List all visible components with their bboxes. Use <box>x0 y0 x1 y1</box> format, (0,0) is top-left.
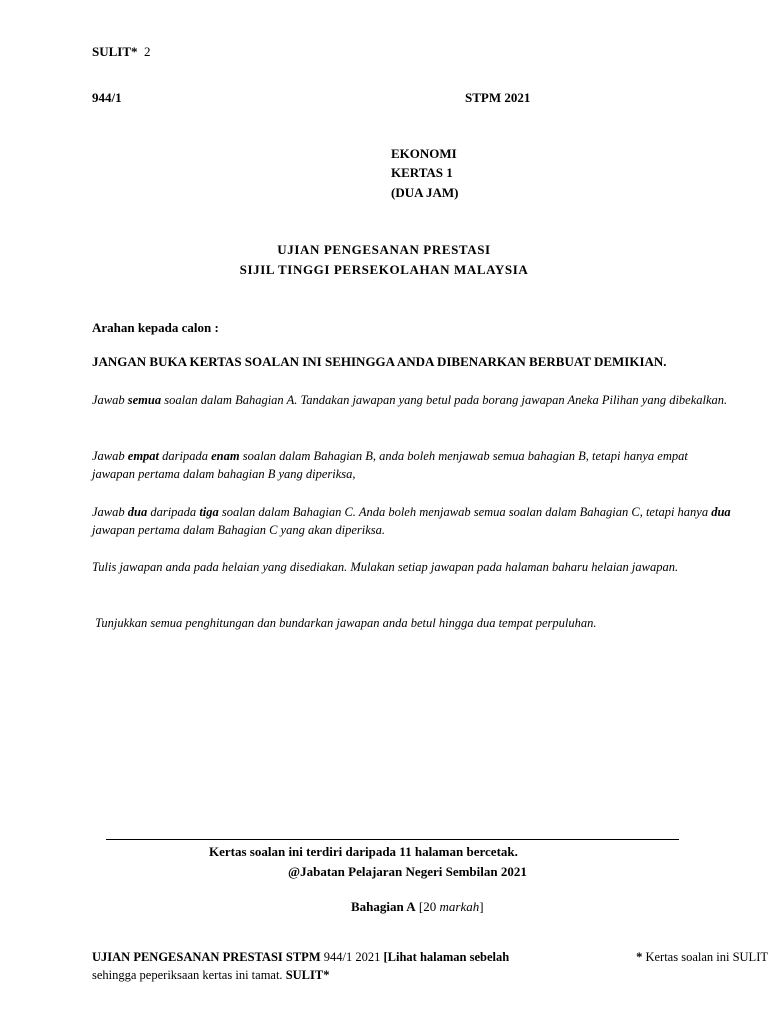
exam-title-line1: UJIAN PENGESANAN PRESTASI <box>277 242 491 257</box>
instruction-part-a <box>92 391 732 409</box>
text-run: soalan dalam Bahagian C. Anda boleh menjawab semua soalan dalam Bahagian C, tetapi hanya <box>218 505 712 519</box>
exam-name: STPM 2021 <box>465 90 531 105</box>
footer-line2 <box>92 966 768 984</box>
marks-word: markah <box>439 899 480 914</box>
instruction-answer-sheet: Tulis jawapan anda pada helaian yang disediakan. Mulakan setiap jawapan pada halaman baharu helaian jawapan. <box>92 560 679 574</box>
footer-sulit: SULIT <box>285 968 324 982</box>
footer-exam <box>92 948 509 966</box>
emphasis: empat <box>127 449 160 463</box>
footer-code: 944/1 2021 <box>320 950 384 964</box>
bottom-footer <box>92 948 768 984</box>
warning-text: JANGAN BUKA KERTAS SOALAN INI SEHINGGA ANDA DIBENARKAN BERBUAT DEMIKIAN. <box>92 354 667 369</box>
text-run: soalan dalam Bahagian B, anda boleh menjawab semua bahagian B, tetapi hanya empat jawapan pertama dalam bahagian B yang diperiksa, <box>92 449 688 481</box>
marks-open: [20 <box>418 899 440 914</box>
instruction-part-b <box>92 447 732 483</box>
emphasis: semua <box>127 393 162 407</box>
footer-star: * <box>632 950 646 964</box>
footer-note <box>633 948 768 966</box>
footer-exam-name: UJIAN PENGESANAN PRESTASI STPM <box>92 950 321 964</box>
section-heading <box>351 900 484 913</box>
instructions-heading: Arahan kepada calon : <box>92 320 219 335</box>
instruction-calculation: Tunjukkan semua penghitungan dan bundarkan jawapan anda betul hingga dua tempat perpuluhan. <box>92 616 597 630</box>
emphasis: dua <box>127 505 148 519</box>
divider-line <box>106 839 679 840</box>
sulit-label: SULIT <box>92 44 132 59</box>
paper-code: 944/1 <box>92 90 122 105</box>
text-run: Jawab <box>92 449 128 463</box>
page-number: 2 <box>144 44 151 59</box>
text-run: daripada <box>159 449 212 463</box>
section-label: Bahagian A <box>351 899 416 914</box>
emphasis: tiga <box>199 505 219 519</box>
text-run: daripada <box>147 505 200 519</box>
emphasis: dua <box>711 505 731 519</box>
text-run: soalan dalam Bahagian A. Tandakan jawapan yang betul pada borang jawapan Aneka Pilihan yang dibekalkan. <box>161 393 728 407</box>
text-run: jawapan pertama dalam Bahagian C yang akan diperiksa. <box>92 523 386 537</box>
sulit-star: * <box>131 44 138 59</box>
footer-note-text2: sehingga peperiksaan kertas ini tamat. <box>92 968 286 982</box>
sulit-header <box>92 45 151 58</box>
footer-line1 <box>92 948 768 966</box>
subject-title: EKONOMI <box>391 146 457 161</box>
footer-next-page: [Lihat halaman sebelah <box>383 950 510 964</box>
copyright-note: @Jabatan Pelajaran Negeri Sembilan 2021 <box>288 864 527 879</box>
emphasis: enam <box>211 449 240 463</box>
text-run: Jawab <box>92 393 128 407</box>
duration: (DUA JAM) <box>391 185 459 200</box>
marks-close: ] <box>479 899 484 914</box>
footer-sulit-star: * <box>323 968 330 982</box>
exam-title-line2: SIJIL TINGGI PERSEKOLAHAN MALAYSIA <box>239 262 529 277</box>
footer-note-text: Kertas soalan ini SULIT <box>645 950 768 964</box>
text-run: Jawab <box>92 505 128 519</box>
paper-title: KERTAS 1 <box>391 165 453 180</box>
printed-pages-note: Kertas soalan ini terdiri daripada 11 halaman bercetak. <box>209 844 518 859</box>
instruction-part-c <box>92 503 732 539</box>
